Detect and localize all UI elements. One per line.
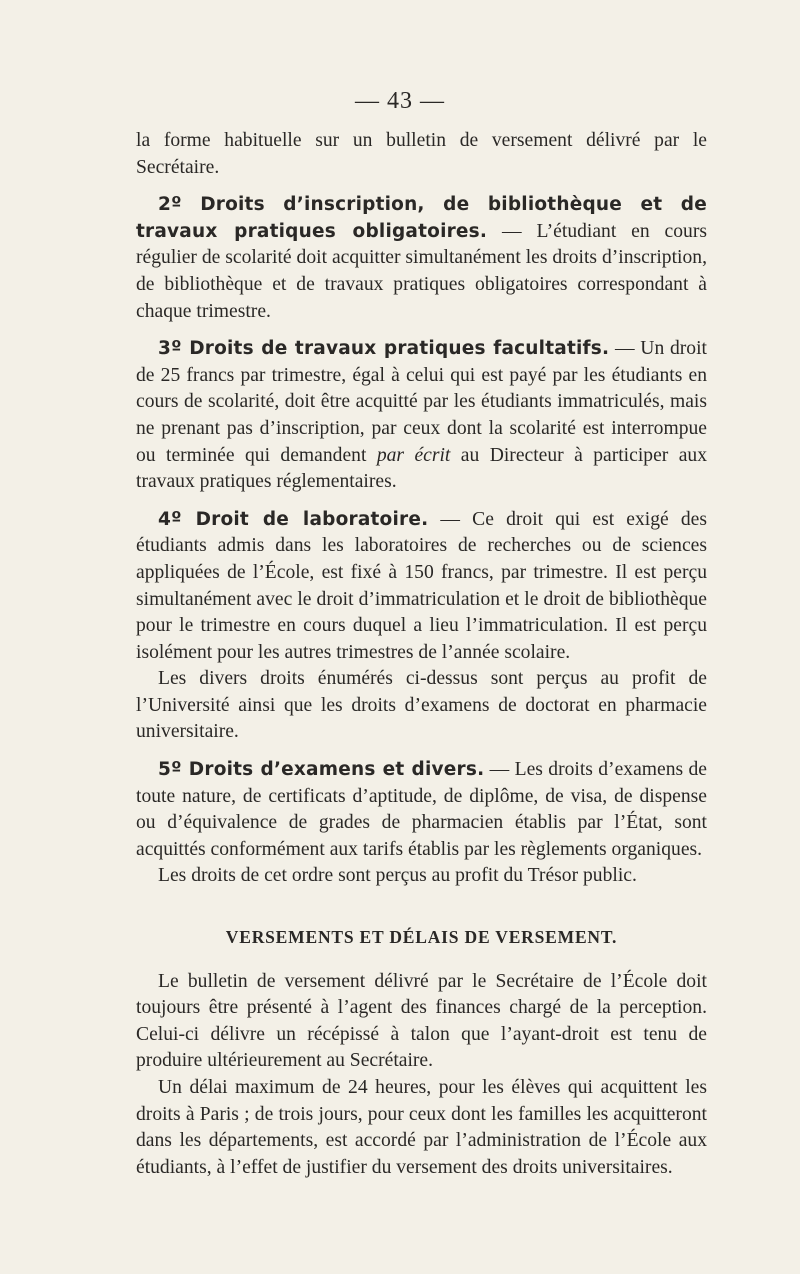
body-text (136, 128, 707, 1181)
paragraph-droits-universite: Les divers droits énumérés ci-dessus sont perçus au profit de l’Université ainsi que les droits d’examens de doctorat en pharmacie universitaire. (136, 668, 707, 743)
paragraph-heading: 2º Droits d’inscription, de bibliothèque et de travaux pratiques obligatoires. (136, 194, 707, 242)
paragraph-droits-inscription (136, 192, 707, 325)
paragraph-body: — Les droits d’examens de toute nature, de certificats d’aptitude, de diplôme, de visa, de dispense ou d’équivalence de grades de pharmacien établis par l’État, sont acquittés conformément aux tarifs établis par les règlements organiques. (136, 759, 707, 860)
paragraph-bulletin-versement: Le bulletin de versement délivré par le Secrétaire de l’École doit toujours être présenté à l’agent des finances chargé de la perception. Celui-ci délivre un récépissé à talon que l’ayant-droit est tenu de produire ultérieurement au Secrétaire. (136, 970, 707, 1072)
page-number: — 43 — (355, 88, 445, 114)
emphasis-text: par écrit (376, 444, 451, 466)
paragraph-droits-examens (136, 757, 707, 863)
paragraph-body: — Ce droit qui est exigé des étudiants admis dans les laboratoires de recherches ou de sciences appliquées de l’École, est fixé à 150 francs, par trimestre. Il est perçu simultanément avec le droit d’immatriculation et le droit de bibliothèque pour le trimestre en cours duquel a lieu l’immatriculation. Il est perçu isolément pour les autres trimestres de l’année scolaire. (136, 508, 707, 663)
paragraph-body: — L’étudiant en cours régulier de scolarité doit acquitter simultanément les droits d’inscription, de bibliothèque et de travaux pratiques obligatoires correspondant à chaque trimestre. (136, 220, 707, 322)
paragraph-heading: 3º Droits de travaux pratiques facultatifs. (158, 338, 610, 360)
paragraph-droit-laboratoire (136, 507, 707, 667)
paragraph-body: au Directeur à participer aux travaux pratiques réglementaires. (136, 444, 707, 493)
paragraph-delai-maximum: Un délai maximum de 24 heures, pour les élèves qui acquittent les droits à Paris ; de trois jours, pour ceux dont les familles les acquitteront dans les départements, est accordé par l’administration de l’École aux étudiants, à l’effet de justifier du versement des droits universitaires. (136, 1077, 707, 1178)
paragraph-travaux-facultatifs (136, 336, 707, 496)
section-title: VERSEMENTS ET DÉLAIS DE VERSEMENT. (225, 927, 618, 948)
paragraph-tresor-public: Les droits de cet ordre sont perçus au profit du Trésor public. (158, 865, 637, 887)
paragraph-heading: 5º Droits d’examens et divers. (158, 759, 485, 781)
paragraph-heading: 4º Droit de laboratoire. (158, 508, 429, 530)
paragraph-continuation: la forme habituelle sur un bulletin de versement délivré par le Secrétaire. (136, 130, 707, 178)
paragraph-body: — Un droit de 25 francs par trimestre, égal à celui qui est payé par les étudiants en cours de scolarité, doit être acquitté par les étudiants immatriculés, mais ne prenant pas d’inscription, par ceux dont la scolarité est interrompue ou terminée qui demandent (136, 338, 707, 466)
